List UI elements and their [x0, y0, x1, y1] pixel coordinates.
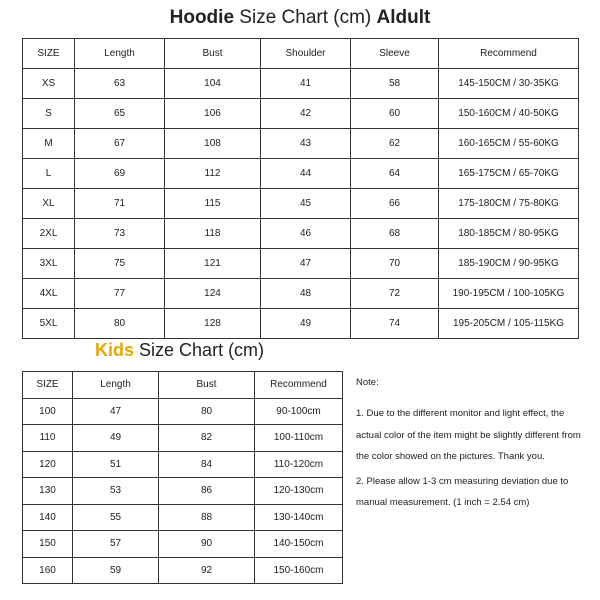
table-cell: 124 — [165, 279, 261, 309]
table-cell: 2XL — [23, 219, 75, 249]
table-cell: M — [23, 129, 75, 159]
column-header: SIZE — [23, 372, 73, 399]
table-cell: 47 — [261, 249, 351, 279]
table-cell: 110 — [23, 425, 73, 452]
column-header: Recommend — [439, 39, 579, 69]
table-cell: 47 — [73, 398, 159, 425]
adult-size-table — [22, 38, 579, 339]
note-item-2: 2. Please allow 1-3 cm measuring deviation due to manual measurement. (1 inch = 2.54 cm) — [356, 475, 569, 508]
table-cell: 62 — [351, 129, 439, 159]
table-row — [23, 129, 579, 159]
table-cell: 115 — [165, 189, 261, 219]
table-cell: S — [23, 99, 75, 129]
table-cell: 5XL — [23, 309, 75, 339]
header-row — [23, 39, 579, 69]
table-cell: 67 — [75, 129, 165, 159]
column-header: SIZE — [23, 39, 75, 69]
table-cell: 48 — [261, 279, 351, 309]
table-cell: 69 — [75, 159, 165, 189]
table-cell: 110-120cm — [255, 451, 343, 478]
table-cell: 118 — [165, 219, 261, 249]
table-cell: 4XL — [23, 279, 75, 309]
table-row — [23, 309, 579, 339]
table-cell: 112 — [165, 159, 261, 189]
table-cell: L — [23, 159, 75, 189]
table-cell: 82 — [159, 425, 255, 452]
table-cell: 86 — [159, 478, 255, 505]
column-header: Recommend — [255, 372, 343, 399]
table-cell: 74 — [351, 309, 439, 339]
column-header: Bust — [159, 372, 255, 399]
table-cell: 90-100cm — [255, 398, 343, 425]
table-cell: 41 — [261, 69, 351, 99]
table-cell: 57 — [73, 531, 159, 558]
table-cell: 90 — [159, 531, 255, 558]
table-cell: 63 — [75, 69, 165, 99]
table-cell: 59 — [73, 557, 159, 584]
table-cell: 130-140cm — [255, 504, 343, 531]
table-cell: 70 — [351, 249, 439, 279]
title-hoodie: Hoodie — [169, 7, 235, 28]
table-cell: 73 — [75, 219, 165, 249]
column-header: Length — [75, 39, 165, 69]
table-cell: 100 — [23, 398, 73, 425]
column-header: Sleeve — [351, 39, 439, 69]
table-cell: 72 — [351, 279, 439, 309]
table-cell: 84 — [159, 451, 255, 478]
table-cell: 64 — [351, 159, 439, 189]
table-cell: 42 — [261, 99, 351, 129]
table-cell: 75 — [75, 249, 165, 279]
table-cell: 185-190CM / 90-95KG — [439, 249, 579, 279]
table-cell: 66 — [351, 189, 439, 219]
note-item-1: 1. Due to the different monitor and light effect, the actual color of the item might be slightly different from the color showed on the pictures. Thank you. — [356, 408, 581, 462]
table-cell: 80 — [75, 309, 165, 339]
table-cell: 108 — [165, 129, 261, 159]
table-cell: 190-195CM / 100-105KG — [439, 279, 579, 309]
table-row — [23, 504, 343, 531]
table-cell: 180-185CM / 80-95KG — [439, 219, 579, 249]
table-row — [23, 531, 343, 558]
table-cell: XL — [23, 189, 75, 219]
table-cell: 150-160CM / 40-50KG — [439, 99, 579, 129]
table-row — [23, 478, 343, 505]
table-row — [23, 398, 343, 425]
table-cell: 165-175CM / 65-70KG — [439, 159, 579, 189]
table-row — [23, 249, 579, 279]
table-cell: 160-165CM / 55-60KG — [439, 129, 579, 159]
table-cell: 175-180CM / 75-80KG — [439, 189, 579, 219]
table-cell: 3XL — [23, 249, 75, 279]
table-row — [23, 219, 579, 249]
table-cell: 120-130cm — [255, 478, 343, 505]
table-row — [23, 189, 579, 219]
table-cell: 71 — [75, 189, 165, 219]
table-cell: 88 — [159, 504, 255, 531]
kids-chart-title — [95, 336, 264, 364]
table-cell: 80 — [159, 398, 255, 425]
table-cell: 128 — [165, 309, 261, 339]
table-row — [23, 557, 343, 584]
table-cell: 77 — [75, 279, 165, 309]
table-row — [23, 425, 343, 452]
table-cell: 51 — [73, 451, 159, 478]
table-cell: 60 — [351, 99, 439, 129]
table-row — [23, 99, 579, 129]
adult-chart-title — [0, 4, 600, 32]
table-cell: 58 — [351, 69, 439, 99]
table-cell: 53 — [73, 478, 159, 505]
table-cell: 140 — [23, 504, 73, 531]
table-cell: 195-205CM / 105-115KG — [439, 309, 579, 339]
table-cell: 106 — [165, 99, 261, 129]
note-block — [356, 376, 588, 514]
table-cell: XS — [23, 69, 75, 99]
table-cell: 140-150cm — [255, 531, 343, 558]
table-cell: 150 — [23, 531, 73, 558]
table-row — [23, 451, 343, 478]
table-cell: 92 — [159, 557, 255, 584]
table-cell: 46 — [261, 219, 351, 249]
table-cell: 100-110cm — [255, 425, 343, 452]
table-cell: 160 — [23, 557, 73, 584]
table-row — [23, 159, 579, 189]
table-cell: 43 — [261, 129, 351, 159]
table-cell: 55 — [73, 504, 159, 531]
table-cell: 44 — [261, 159, 351, 189]
table-cell: 49 — [73, 425, 159, 452]
title-kids: Kids — [95, 340, 135, 360]
column-header: Shoulder — [261, 39, 351, 69]
table-row — [23, 69, 579, 99]
table-cell: 150-160cm — [255, 557, 343, 584]
table-cell: 68 — [351, 219, 439, 249]
kids-size-table — [22, 371, 343, 584]
title-adult: Aldult — [376, 7, 431, 28]
table-cell: 120 — [23, 451, 73, 478]
table-cell: 49 — [261, 309, 351, 339]
note-title: Note: — [356, 377, 379, 388]
title-size-chart: Size Chart (cm) — [239, 7, 372, 28]
title-kids-size-chart: Size Chart (cm) — [139, 340, 265, 360]
column-header: Bust — [165, 39, 261, 69]
column-header: Length — [73, 372, 159, 399]
table-cell: 45 — [261, 189, 351, 219]
table-cell: 145-150CM / 30-35KG — [439, 69, 579, 99]
header-row — [23, 372, 343, 399]
table-row — [23, 279, 579, 309]
table-cell: 130 — [23, 478, 73, 505]
table-cell: 65 — [75, 99, 165, 129]
table-cell: 121 — [165, 249, 261, 279]
table-cell: 104 — [165, 69, 261, 99]
